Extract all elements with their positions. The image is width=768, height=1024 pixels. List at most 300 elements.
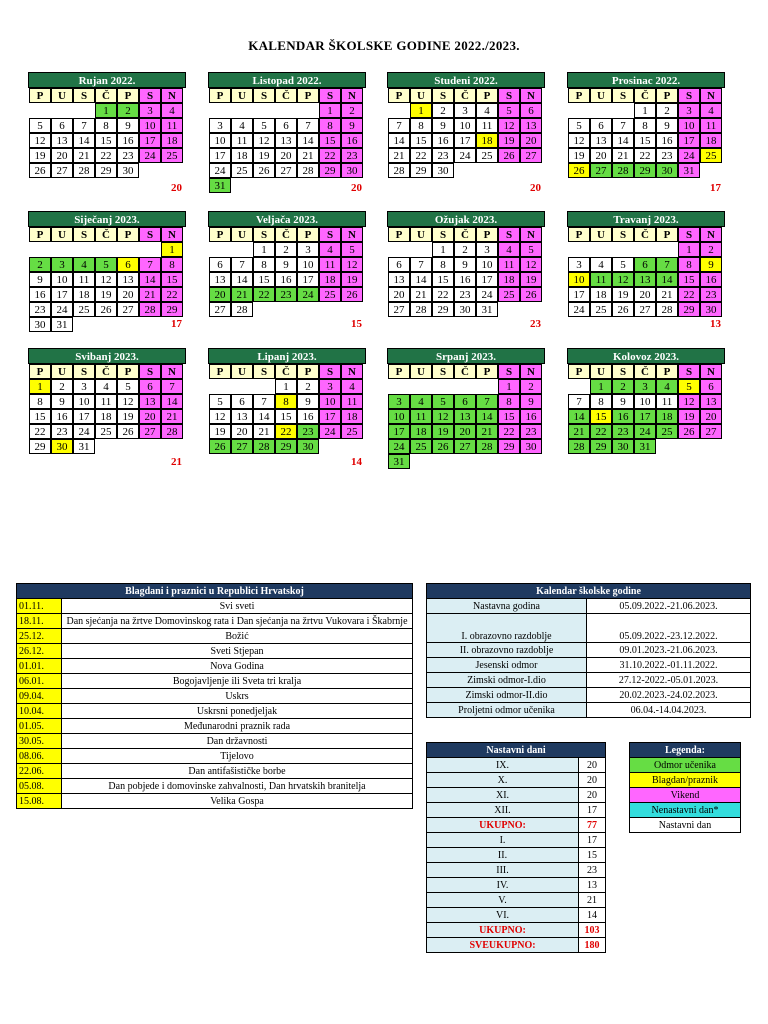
day-cell: 5 <box>498 103 520 118</box>
day-cell: 15 <box>432 272 454 287</box>
day-cell: 28 <box>73 163 95 178</box>
day-cell: 20 <box>520 133 542 148</box>
day-cell: 4 <box>476 103 498 118</box>
day-cell: 18 <box>161 133 183 148</box>
day-cell: 16 <box>520 409 542 424</box>
day-cell: 31 <box>73 439 95 454</box>
holiday-name: Velika Gospa <box>62 794 413 809</box>
month-teaching-days-total: 20 <box>171 182 182 194</box>
day-cell: 5 <box>29 118 51 133</box>
day-cell: 6 <box>634 257 656 272</box>
days-month: V. <box>427 893 579 908</box>
day-cell: 4 <box>73 257 95 272</box>
weekday-header: Č <box>634 227 656 242</box>
weekday-header: P <box>29 364 51 379</box>
day-cell: 18 <box>590 287 612 302</box>
weekday-header: S <box>73 364 95 379</box>
day-cell: 15 <box>498 409 520 424</box>
days-row <box>427 758 606 773</box>
day-cell: 6 <box>51 118 73 133</box>
day-cell: 29 <box>161 302 183 317</box>
day-cell: 11 <box>656 394 678 409</box>
day-cell: 30 <box>297 439 319 454</box>
school-row <box>427 703 751 718</box>
day-cell: 28 <box>231 302 253 317</box>
day-cell: 21 <box>476 424 498 439</box>
weekday-header: U <box>590 364 612 379</box>
days-row <box>427 863 606 878</box>
day-cell: 9 <box>297 394 319 409</box>
day-cell: 21 <box>253 424 275 439</box>
day-cell: 28 <box>139 302 161 317</box>
month-teaching-days-total: 17 <box>171 318 182 330</box>
day-cell: 23 <box>341 148 363 163</box>
weekday-header: S <box>498 364 520 379</box>
day-cell: 10 <box>73 394 95 409</box>
day-cell: 24 <box>319 424 341 439</box>
empty-cell <box>29 103 51 118</box>
empty-cell <box>634 242 656 257</box>
weekday-header: N <box>520 364 542 379</box>
holiday-name: Uskrsni ponedjeljak <box>62 704 413 719</box>
holiday-date: 01.05. <box>17 719 62 734</box>
day-cell: 15 <box>410 133 432 148</box>
day-cell: 26 <box>29 163 51 178</box>
day-cell: 25 <box>656 424 678 439</box>
days-month: II. <box>427 848 579 863</box>
weekday-header: P <box>476 88 498 103</box>
day-cell: 19 <box>209 424 231 439</box>
day-cell: 31 <box>476 302 498 317</box>
weekday-header: S <box>319 364 341 379</box>
days-row <box>427 893 606 908</box>
weekday-header: S <box>253 227 275 242</box>
day-cell: 21 <box>231 287 253 302</box>
day-cell: 27 <box>51 163 73 178</box>
empty-cell <box>231 242 253 257</box>
day-cell: 7 <box>253 394 275 409</box>
school-value: 05.09.2022.-21.06.2023. <box>587 599 751 614</box>
month-teaching-days-total: 15 <box>351 318 362 330</box>
day-cell: 24 <box>476 287 498 302</box>
weekday-header: S <box>498 88 520 103</box>
day-cell: 16 <box>297 409 319 424</box>
day-cell: 15 <box>590 409 612 424</box>
weekday-header: Č <box>275 364 297 379</box>
day-cell: 19 <box>678 409 700 424</box>
days-row <box>427 803 606 818</box>
month-calendar <box>28 72 186 178</box>
day-cell: 3 <box>634 379 656 394</box>
day-cell: 10 <box>388 409 410 424</box>
school-value: 31.10.2022.-01.11.2022. <box>587 658 751 673</box>
empty-cell <box>275 103 297 118</box>
day-cell: 29 <box>95 163 117 178</box>
day-cell: 3 <box>678 103 700 118</box>
day-cell: 20 <box>700 409 722 424</box>
day-cell: 27 <box>700 424 722 439</box>
weekday-header: Č <box>275 227 297 242</box>
school-label: I. obrazovno razdoblje <box>427 614 587 643</box>
days-month: IX. <box>427 758 579 773</box>
days-month: I. <box>427 833 579 848</box>
weekday-header: P <box>297 364 319 379</box>
day-cell: 9 <box>432 118 454 133</box>
day-cell: 2 <box>656 103 678 118</box>
day-cell: 22 <box>319 148 341 163</box>
day-cell: 20 <box>275 148 297 163</box>
legend-row <box>630 788 741 803</box>
holiday-name: Bogojavljenje ili Sveta tri kralja <box>62 674 413 689</box>
day-cell: 16 <box>656 133 678 148</box>
day-cell: 22 <box>275 424 297 439</box>
day-cell: 18 <box>341 409 363 424</box>
day-cell: 30 <box>612 439 634 454</box>
day-cell: 26 <box>117 424 139 439</box>
day-cell: 25 <box>700 148 722 163</box>
weekday-header: P <box>388 88 410 103</box>
day-cell: 14 <box>388 133 410 148</box>
holiday-date: 15.08. <box>17 794 62 809</box>
school-header-row <box>427 584 751 599</box>
day-cell: 7 <box>476 394 498 409</box>
weekday-header: P <box>388 227 410 242</box>
weekday-header: S <box>319 88 341 103</box>
day-cell: 25 <box>341 424 363 439</box>
day-cell: 6 <box>209 257 231 272</box>
day-cell: 25 <box>73 302 95 317</box>
holiday-date: 01.11. <box>17 599 62 614</box>
day-cell: 7 <box>612 118 634 133</box>
day-cell: 23 <box>612 424 634 439</box>
weekday-header: S <box>432 227 454 242</box>
day-cell: 21 <box>139 287 161 302</box>
day-cell: 1 <box>275 379 297 394</box>
weekday-header: Č <box>454 88 476 103</box>
day-cell: 30 <box>700 302 722 317</box>
day-cell: 31 <box>209 178 231 193</box>
day-cell: 19 <box>432 424 454 439</box>
day-cell: 23 <box>454 287 476 302</box>
day-cell: 19 <box>253 148 275 163</box>
day-cell: 1 <box>678 242 700 257</box>
weekday-header: S <box>612 364 634 379</box>
day-cell: 28 <box>476 439 498 454</box>
day-cell: 18 <box>700 133 722 148</box>
days-count: 20 <box>579 758 606 773</box>
holiday-date: 09.04. <box>17 689 62 704</box>
weekday-header: Č <box>275 88 297 103</box>
weekday-header: S <box>73 88 95 103</box>
day-cell: 4 <box>700 103 722 118</box>
day-cell: 5 <box>117 379 139 394</box>
empty-cell <box>73 242 95 257</box>
weekday-header: U <box>231 227 253 242</box>
day-cell: 25 <box>161 148 183 163</box>
weekday-header: S <box>678 227 700 242</box>
day-cell: 28 <box>612 163 634 178</box>
day-cell: 8 <box>29 394 51 409</box>
day-cell: 17 <box>568 287 590 302</box>
day-cell: 27 <box>590 163 612 178</box>
day-cell: 28 <box>297 163 319 178</box>
day-cell: 4 <box>656 379 678 394</box>
month-title: Rujan 2022. <box>28 72 186 88</box>
day-cell: 22 <box>432 287 454 302</box>
day-cell: 19 <box>498 133 520 148</box>
weekday-header: P <box>568 364 590 379</box>
weekday-header: U <box>410 364 432 379</box>
day-cell: 1 <box>95 103 117 118</box>
day-cell: 16 <box>454 272 476 287</box>
day-cell: 13 <box>275 133 297 148</box>
days-month: SVEUKUPNO: <box>427 938 579 953</box>
day-cell: 25 <box>590 302 612 317</box>
day-cell: 29 <box>410 163 432 178</box>
school-label: Nastavna godina <box>427 599 587 614</box>
holiday-name: Uskrs <box>62 689 413 704</box>
day-cell: 15 <box>634 133 656 148</box>
day-cell: 8 <box>410 118 432 133</box>
day-cell: 23 <box>432 148 454 163</box>
day-cell: 19 <box>341 272 363 287</box>
weekday-header: S <box>432 364 454 379</box>
day-cell: 13 <box>231 409 253 424</box>
day-cell: 21 <box>612 148 634 163</box>
day-cell: 6 <box>231 394 253 409</box>
day-cell: 17 <box>297 272 319 287</box>
weekday-header: N <box>520 88 542 103</box>
days-row <box>427 908 606 923</box>
day-cell: 21 <box>388 148 410 163</box>
day-cell: 26 <box>678 424 700 439</box>
day-cell: 31 <box>51 317 73 332</box>
day-cell: 23 <box>297 424 319 439</box>
legend-row <box>630 803 741 818</box>
month-title: Ožujak 2023. <box>387 211 545 227</box>
weekday-header: S <box>73 227 95 242</box>
day-cell: 5 <box>95 257 117 272</box>
day-cell: 23 <box>520 424 542 439</box>
holiday-date: 01.01. <box>17 659 62 674</box>
weekday-header: P <box>117 88 139 103</box>
weekday-header: S <box>678 364 700 379</box>
day-cell: 13 <box>51 133 73 148</box>
day-cell: 22 <box>678 287 700 302</box>
weekday-header: S <box>139 227 161 242</box>
month-calendar <box>387 211 545 317</box>
day-cell: 27 <box>117 302 139 317</box>
day-cell: 24 <box>678 148 700 163</box>
school-row <box>427 599 751 614</box>
days-month: VI. <box>427 908 579 923</box>
day-cell: 3 <box>51 257 73 272</box>
day-cell: 18 <box>410 424 432 439</box>
days-count: 15 <box>579 848 606 863</box>
legend-row <box>630 773 741 788</box>
day-cell: 8 <box>319 118 341 133</box>
day-cell: 29 <box>275 439 297 454</box>
holiday-row <box>17 674 413 689</box>
holiday-name: Sveti Stjepan <box>62 644 413 659</box>
holiday-row <box>17 794 413 809</box>
day-cell: 22 <box>29 424 51 439</box>
day-cell: 10 <box>297 257 319 272</box>
day-cell: 11 <box>410 409 432 424</box>
day-cell: 23 <box>275 287 297 302</box>
school-row <box>427 643 751 658</box>
weekday-header: Č <box>95 227 117 242</box>
day-cell: 21 <box>297 148 319 163</box>
day-cell: 5 <box>209 394 231 409</box>
day-cell: 22 <box>161 287 183 302</box>
weekday-header: U <box>410 227 432 242</box>
school-label: Proljetni odmor učenika <box>427 703 587 718</box>
empty-cell <box>253 103 275 118</box>
holiday-name: Dan sjećanja na žrtve Domovinskog rata i Dan sjećanja na žrtvu Vukovara i Škabrnje <box>62 614 413 629</box>
day-cell: 5 <box>432 394 454 409</box>
day-cell: 25 <box>410 439 432 454</box>
day-cell: 25 <box>498 287 520 302</box>
empty-cell <box>388 103 410 118</box>
day-cell: 15 <box>95 133 117 148</box>
weekday-header: S <box>139 364 161 379</box>
holiday-name: Dan državnosti <box>62 734 413 749</box>
day-cell: 27 <box>139 424 161 439</box>
empty-cell <box>297 103 319 118</box>
month-title: Veljača 2023. <box>208 211 366 227</box>
day-cell: 28 <box>253 439 275 454</box>
day-cell: 16 <box>341 133 363 148</box>
day-cell: 23 <box>700 287 722 302</box>
holiday-row <box>17 719 413 734</box>
days-month: UKUPNO: <box>427 818 579 833</box>
day-cell: 17 <box>51 287 73 302</box>
holiday-row <box>17 599 413 614</box>
day-cell: 3 <box>454 103 476 118</box>
days-row <box>427 923 606 938</box>
day-cell: 2 <box>700 242 722 257</box>
days-count: 20 <box>579 773 606 788</box>
day-cell: 9 <box>520 394 542 409</box>
day-cell: 15 <box>161 272 183 287</box>
month-calendar <box>208 211 366 317</box>
day-cell: 7 <box>656 257 678 272</box>
day-cell: 9 <box>117 118 139 133</box>
day-cell: 12 <box>253 133 275 148</box>
holiday-date: 26.12. <box>17 644 62 659</box>
day-cell: 19 <box>117 409 139 424</box>
holiday-date: 30.05. <box>17 734 62 749</box>
month-title: Srpanj 2023. <box>387 348 545 364</box>
days-count: 17 <box>579 803 606 818</box>
month-title: Listopad 2022. <box>208 72 366 88</box>
day-cell: 14 <box>656 272 678 287</box>
day-cell: 20 <box>231 424 253 439</box>
day-cell: 13 <box>520 118 542 133</box>
holiday-row <box>17 614 413 629</box>
day-cell: 7 <box>388 118 410 133</box>
weekday-header: P <box>388 364 410 379</box>
days-month: IV. <box>427 878 579 893</box>
weekday-header: U <box>231 364 253 379</box>
day-cell: 17 <box>388 424 410 439</box>
holiday-name: Dan antifašističke borbe <box>62 764 413 779</box>
day-cell: 8 <box>432 257 454 272</box>
weekday-header: U <box>590 88 612 103</box>
day-cell: 23 <box>51 424 73 439</box>
day-cell: 18 <box>319 272 341 287</box>
day-cell: 18 <box>73 287 95 302</box>
day-cell: 9 <box>656 118 678 133</box>
empty-cell <box>590 242 612 257</box>
school-value: 06.04.-14.04.2023. <box>587 703 751 718</box>
day-cell: 24 <box>73 424 95 439</box>
month-title: Studeni 2022. <box>387 72 545 88</box>
day-cell: 17 <box>454 133 476 148</box>
day-cell: 9 <box>341 118 363 133</box>
day-cell: 29 <box>678 302 700 317</box>
day-cell: 6 <box>590 118 612 133</box>
day-cell: 10 <box>568 272 590 287</box>
school-header: Kalendar školske godine <box>427 584 751 599</box>
holidays-header: Blagdani i praznici u Republici Hrvatskoj <box>17 584 413 599</box>
day-cell: 14 <box>161 394 183 409</box>
day-cell: 19 <box>612 287 634 302</box>
day-cell: 1 <box>29 379 51 394</box>
days-row <box>427 878 606 893</box>
weekday-header: P <box>297 88 319 103</box>
weekday-header: S <box>253 88 275 103</box>
holiday-name: Svi sveti <box>62 599 413 614</box>
empty-cell <box>253 379 275 394</box>
day-cell: 23 <box>29 302 51 317</box>
day-cell: 7 <box>568 394 590 409</box>
day-cell: 17 <box>209 148 231 163</box>
school-calendar-table <box>426 583 751 718</box>
weekday-header: N <box>700 364 722 379</box>
weekday-header: P <box>476 364 498 379</box>
day-cell: 4 <box>231 118 253 133</box>
empty-cell <box>568 379 590 394</box>
day-cell: 28 <box>568 439 590 454</box>
empty-cell <box>656 242 678 257</box>
day-cell: 22 <box>253 287 275 302</box>
day-cell: 9 <box>454 257 476 272</box>
day-cell: 17 <box>139 133 161 148</box>
day-cell: 6 <box>388 257 410 272</box>
day-cell: 26 <box>520 287 542 302</box>
weekday-header: N <box>161 364 183 379</box>
weekday-header: Č <box>634 364 656 379</box>
weekday-header: P <box>476 227 498 242</box>
day-cell: 16 <box>51 409 73 424</box>
empty-cell <box>139 242 161 257</box>
day-cell: 5 <box>341 242 363 257</box>
month-title: Travanj 2023. <box>567 211 725 227</box>
day-cell: 5 <box>612 257 634 272</box>
empty-cell <box>209 242 231 257</box>
school-value: 20.02.2023.-24.02.2023. <box>587 688 751 703</box>
empty-cell <box>29 242 51 257</box>
empty-cell <box>209 379 231 394</box>
weekday-header: N <box>520 227 542 242</box>
day-cell: 31 <box>388 454 410 469</box>
day-cell: 6 <box>454 394 476 409</box>
day-cell: 14 <box>73 133 95 148</box>
day-cell: 17 <box>634 409 656 424</box>
day-cell: 12 <box>95 272 117 287</box>
